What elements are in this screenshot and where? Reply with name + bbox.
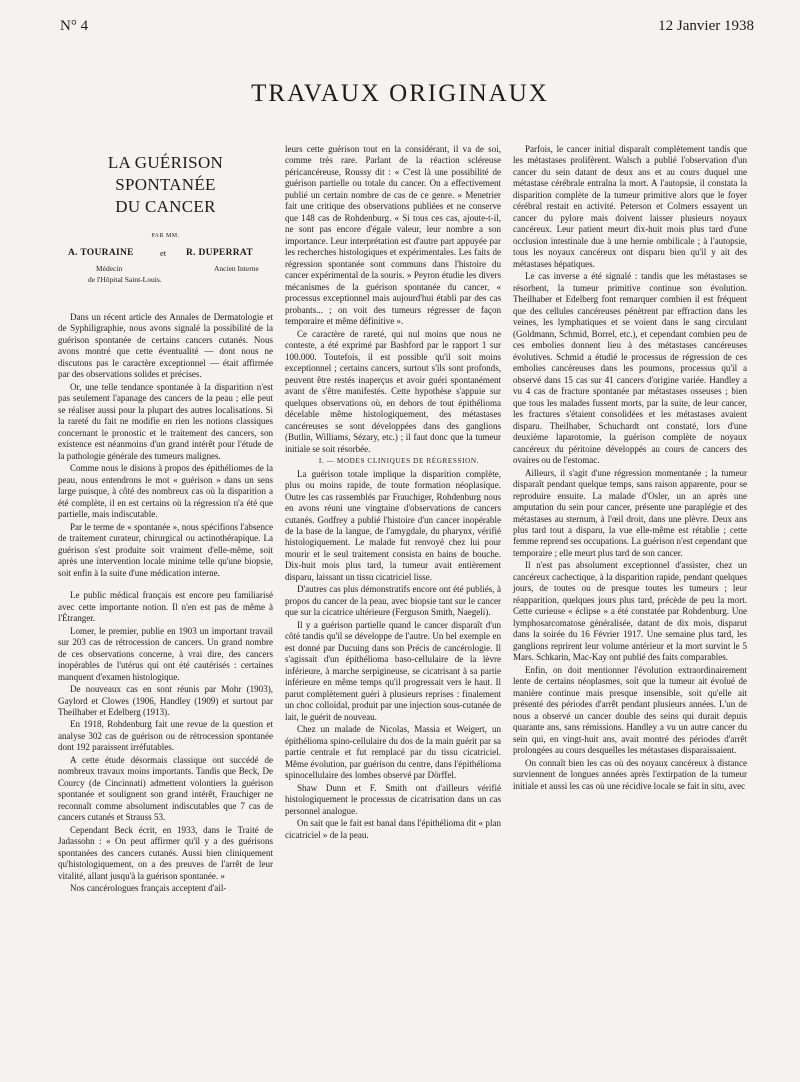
- section-title: TRAVAUX ORIGINAUX: [251, 80, 549, 107]
- authors-block: [58, 248, 273, 288]
- paragraph: Chez un malade de Nicolas, Massia et Weigert, un épithélioma spino-cellulaire du dos de la main guérit par sa partie centrale et fut remplacé par du tissu cicatriciel. Même évolution, par guérison du centre, dans l'épithélioma spinocellulaire des lombes observé par Dörffel.: [285, 724, 501, 781]
- issue-date: 12 Janvier 1938: [658, 18, 754, 34]
- paragraph: Enfin, on doit mentionner l'évolution extraordinairement lente de certains néoplasmes, soit que la tumeur ait évolué de manière continue mais presque insensible, soit qu'elle ait présenté des périodes d'arrêt pendant plusieurs années. L'un de nous a observé un cancer double des seins qui durait depuis quarante ans, sans rémissions. Handley a vu un autre cancer du sein qui, en vingt-huit ans, avait montré des périodes d'arrêt prolongées au cours desquelles les métastases disparaissaient.: [513, 664, 747, 756]
- paragraph: D'autres cas plus démonstratifs encore ont été publiés, à propos du cancer de la peau, avec biopsie tant sur le cancer que sur la cicatrice ultérieure (Ferguson Smith, Naegeli).: [285, 584, 501, 618]
- paragraph: On sait que le fait est banal dans l'épithélioma dit « plan cicatriciel » de la peau.: [285, 818, 501, 840]
- paragraph: Il y a guérison partielle quand le cancer disparaît d'un côté tandis qu'il se développe de l'autre. Un bel exemple en est donné par Ducuing dans son Précis de cancérologie. Il s'agissait d'un épithélioma baso-cellulaire de la lèvre inférieure, à marche serpigineuse, se cicatrisant à sa partie inférieure en même temps qu'il progressait vers le haut. Il parut complètement guéri à plusieurs reprises : finalement un choc colloïdal, produit par une injection sous-cutanée de lait, le guérit de nouveau.: [285, 619, 501, 722]
- paragraph: Ailleurs, il s'agit d'une régression momentanée ; la tumeur disparaît pendant quelque temps, sans raison apparente, pour se reproduire ensuite. La malade d'Osler, un an après une amputation du sein pour cancer, présente une paraplégie et des métastases au sternum, à l'œil droit, dans une plèvre. Deux ans plus tard tout a disparu, la vue elle-même est rétablie ; cette femme reprend ses occupations. La guérison n'est cependant que temporaire ; elle meurt plus tard de son cancer.: [513, 467, 747, 558]
- author-1-role: Médecin: [96, 264, 123, 273]
- author-2-role: Ancien Interne: [214, 264, 259, 273]
- column-2: [285, 144, 501, 842]
- paragraph: Le cas inverse a été signalé : tandis que les métastases se résorbent, la tumeur primitive continue son évolution. Theilhaber et Edelberg font remarquer combien il est fréquent que des cellules cancéreuses pénètrent par effraction dans les veines, les lymphatiques et se voient dans le sang circulant (Goldmann, Schmid, Borrel, etc.), et cependant combien peu de ces embolies donnent lieu à des métastases cancéreuses évolutives. Schmid a étudié le processus de régression de ces embolies cancéreuses dans les poumons, processus qu'il a observé dans 15 cas sur 41 cancers d'origine variée. Handley a vu 4 cas de fracture spontanée par métastases osseuses ; bien que tous les malades fussent morts, par la suite, de leur cancer, les fractures s'étaient consolidées et les métastases avaient disparu. Theilhaber, Schuchardt ont constaté, lors d'une deuxième laparotomie, la guérison complète de noyaux cancéreux du péritoine développés au cours de cancers des ovaires ou de l'estomac.: [513, 271, 747, 466]
- par-mm: PAR MM.: [151, 233, 180, 239]
- paragraph: Dans un récent article des Annales de Dermatologie et de Syphiligraphie, nous avons signalé la possibilité de la guérison spontanée de certains cancers cutanés. Nous avons montré que cette éventualité — dont nous ne discutons pas le caractère exceptionnel — était affirmée par des observations solides et précises.: [58, 312, 273, 380]
- author-conjunction: et: [160, 248, 167, 258]
- paragraph: Par le terme de « spontanée », nous spécifions l'absence de traitement curateur, chirurgical ou actinothérapique. La guérison s'est produite soit vraiment d'elle-même, soit après une intervention locale minime telle qu'une biopsie, soit enfin à la suite d'une médication interne.: [58, 521, 273, 578]
- paragraph: En 1918, Rohdenburg fait une revue de la question et analyse 302 cas de guérison ou de rétrocession spontanée dont 192 paraissent irréfutables.: [58, 719, 273, 753]
- paragraph: Nos cancérologues français acceptent d'ail-: [70, 883, 227, 894]
- paragraph: Comme nous le disions à propos des épithéliomes de la peau, nous entendrons le mot « guérison » dans un sens large puisque, à côté des nombreux cas où la disparition a été complète, il en est certains où la régression n'a été que partielle, mais indiscutable.: [58, 463, 273, 520]
- paragraph: Ce caractère de rareté, qui nul moins que nous ne conteste, a été exprimé par Bashford par le rapport 1 sur 100.000. Toutefois, il est possible qu'il soit moins exceptionnel ; certains cancers, surtout s'ils sont profonds, peuvent être restés inaperçus et avoir guéri spontanément avant de s'être manifestés. Cette hypothèse s'appuie sur quelques observations où, en dehors de tout épithélioma décelable même histologiquement, des métastases cancéreuses se sont développées dans des ganglions (Butlin, Williams, Sézary, etc.) ; il faut donc que la tumeur initiale se soit résorbée.: [285, 328, 501, 454]
- paragraph: Or, une telle tendance spontanée à la disparition n'est pas seulement l'apanage des cancers de la peau ; elle peut se réaliser aussi pour la plupart des autres localisations. Si la rareté du fait ne modifie en rien les notions classiques concernant le pronostic et le traitement des cancers, son existence est néanmoins d'un grand intérêt pour l'étude de la pathologie générale des tumeurs malignes.: [58, 381, 273, 461]
- article-title: [58, 152, 273, 218]
- paragraph: Shaw Dunn et F. Smith ont d'ailleurs vérifié histologiquement le processus de cicatrisation dans un cas personnel analogue.: [285, 782, 501, 816]
- paragraph: Il n'est pas absolument exceptionnel d'assister, chez un cancéreux cachectique, à la disparition rapide, pendant quelques jours, de toutes ou de presque toutes les tumeurs ; leur réapparition, quelques jours plus tard, précède de peu la mort. Cette curieuse « éclipse » a été constatée par Rohdenburg. Une lymphosarcomatose généralisée, datant de dix mois, disparut dans la soirée du 16 Février 1917. Une semaine plus tard, les ganglions reprirent leur volume antérieur et la mort survint le 5 Mars. Schkarin, Mac-Kay ont publié des faits comparables.: [513, 560, 747, 663]
- issue-number: N° 4: [60, 18, 89, 34]
- article-title-line-1: LA GUÉRISON SPONTANÉE: [107, 153, 224, 194]
- paragraph: La guérison totale implique la disparition complète, plus ou moins rapide, de toute formation néoplasique. Outre les cas rassemblés par Frauchiger, Rohdenburg nous en avons réuni une vingtaine d'observations de cancers cutanés. Godfrey a publié l'histoire d'un cancer inopérable de la base de la langue, de l'amygdale, du pharynx, vérifié histologiquement. Le malade fut renvoyé chez lui pour mourir et le seul traitement consista en bains de bouche. Dix-huit mois plus tard, la tumeur avait entièrement disparu, laissant un tissu cicatriciel lisse.: [285, 468, 501, 582]
- paragraph: On connaît bien les cas où des noyaux cancéreux à distance surviennent de longues années après l'extirpation de la tumeur initiale et aussi les cas où une récidive locale se fait in situ, avec: [513, 757, 747, 791]
- paragraph: Cependant Beck écrit, en 1933, dans le Traité de Jadassohn : « On peut affirmer qu'il y a des guérisons spontanées des cancers cutanés. Aussi bien cliniquement qu'histologiquement, on a des preuves de l'arrêt de leur vitalité, allant jusqu'à la guérison spontanée. »: [58, 824, 273, 881]
- paragraph: Le public médical français est encore peu familiarisé avec cette importante notion. Il n'en est pas de même à l'Étranger.: [58, 590, 273, 624]
- author-2: R. DUPERRAT: [186, 248, 253, 258]
- page-header: [60, 18, 754, 42]
- paragraph: De nouveaux cas en sont réunis par Mohr (1903), Gaylord et Clowes (1906, Handley (1909) et surtout par Theilhaber et Edelberg (1913).: [58, 684, 273, 717]
- column-1: [58, 144, 273, 896]
- section-heading: I. — MODES CLINIQUES DE RÉGRESSION.: [318, 457, 480, 466]
- paragraph: leurs cette guérison tout en la considérant, il va de soi, comme très rare. Parlant de la réaction scléreuse péricancéreuse, Roussy dit : « C'est là une possibilité de guérison partielle ou totale du cancer. On a effectivement publié un certain nombre de cas de ce genre. » Menetrier fait une critique des observations publiées et ne conserve que 148 cas de Rohdenburg. « Si tous ces cas, ajoute-t-il, ne sont pas encore d'égale valeur, leur nombre a son importance. Leur interprétation est d'autre part appuyée par les recherches histologiques et expérimentales. Les faits de régression spontanée sont communs dans l'histoire du cancer expérimental de la souris. » Peyron étudie les divers mécanismes de la guérison spontanée du cancer, « processus exceptionnel mais aujourd'hui établi par des cas probants... ; on voit des tumeurs régresser de façon temporaire et même définitive ».: [285, 144, 501, 327]
- author-1: A. TOURAINE: [68, 248, 134, 258]
- article-title-line-2: DU CANCER: [115, 197, 216, 216]
- paragraph: A cette étude désormais classique ont succédé de nombreux travaux moins importants. Tandis que Beck, De Courcy (de Cincinnati) admettent volontiers la guérison spontanée et soulignent son grand intérêt, Frauchiger ne reconnaît comme absolument indiscutables que 7 cas de cancers cutanés et Strauss 53.: [58, 754, 273, 823]
- hospital-affiliation: de l'Hôpital Saint-Louis.: [88, 275, 162, 284]
- paragraph: Lomer, le premier, publie en 1903 un important travail sur 203 cas de rétrocession de cancers. Un grand nombre de ces observations concerne, à vrai dire, des cancers inopérables de l'utérus qui ont été cautérisés : certaines manquent d'examen histologique.: [58, 625, 273, 682]
- column-3: [513, 144, 747, 793]
- paragraph: Parfois, le cancer initial disparaît complètement tandis que les métastases prolifèrent. Walsch a publié l'observation d'un cancer du sein datant de deux ans et au cours duquel une métastase cérébrale entraîna la mort. A l'autopsie, il constata la disparition complète de la tumeur primitive alors que le foyer cérébral restait en activité. Peterson et Colmers essayent un cancer du pylore mais doivent laisser plusieurs noyaux cancéreux. Leur patient meurt dix-huit mois plus tard d'une occlusion intestinale due à une hernie ombilicale ; à l'autopsie, tous les noyaux cancéreux ont disparu bien qu'il y ait des métastases hépatiques.: [513, 144, 747, 269]
